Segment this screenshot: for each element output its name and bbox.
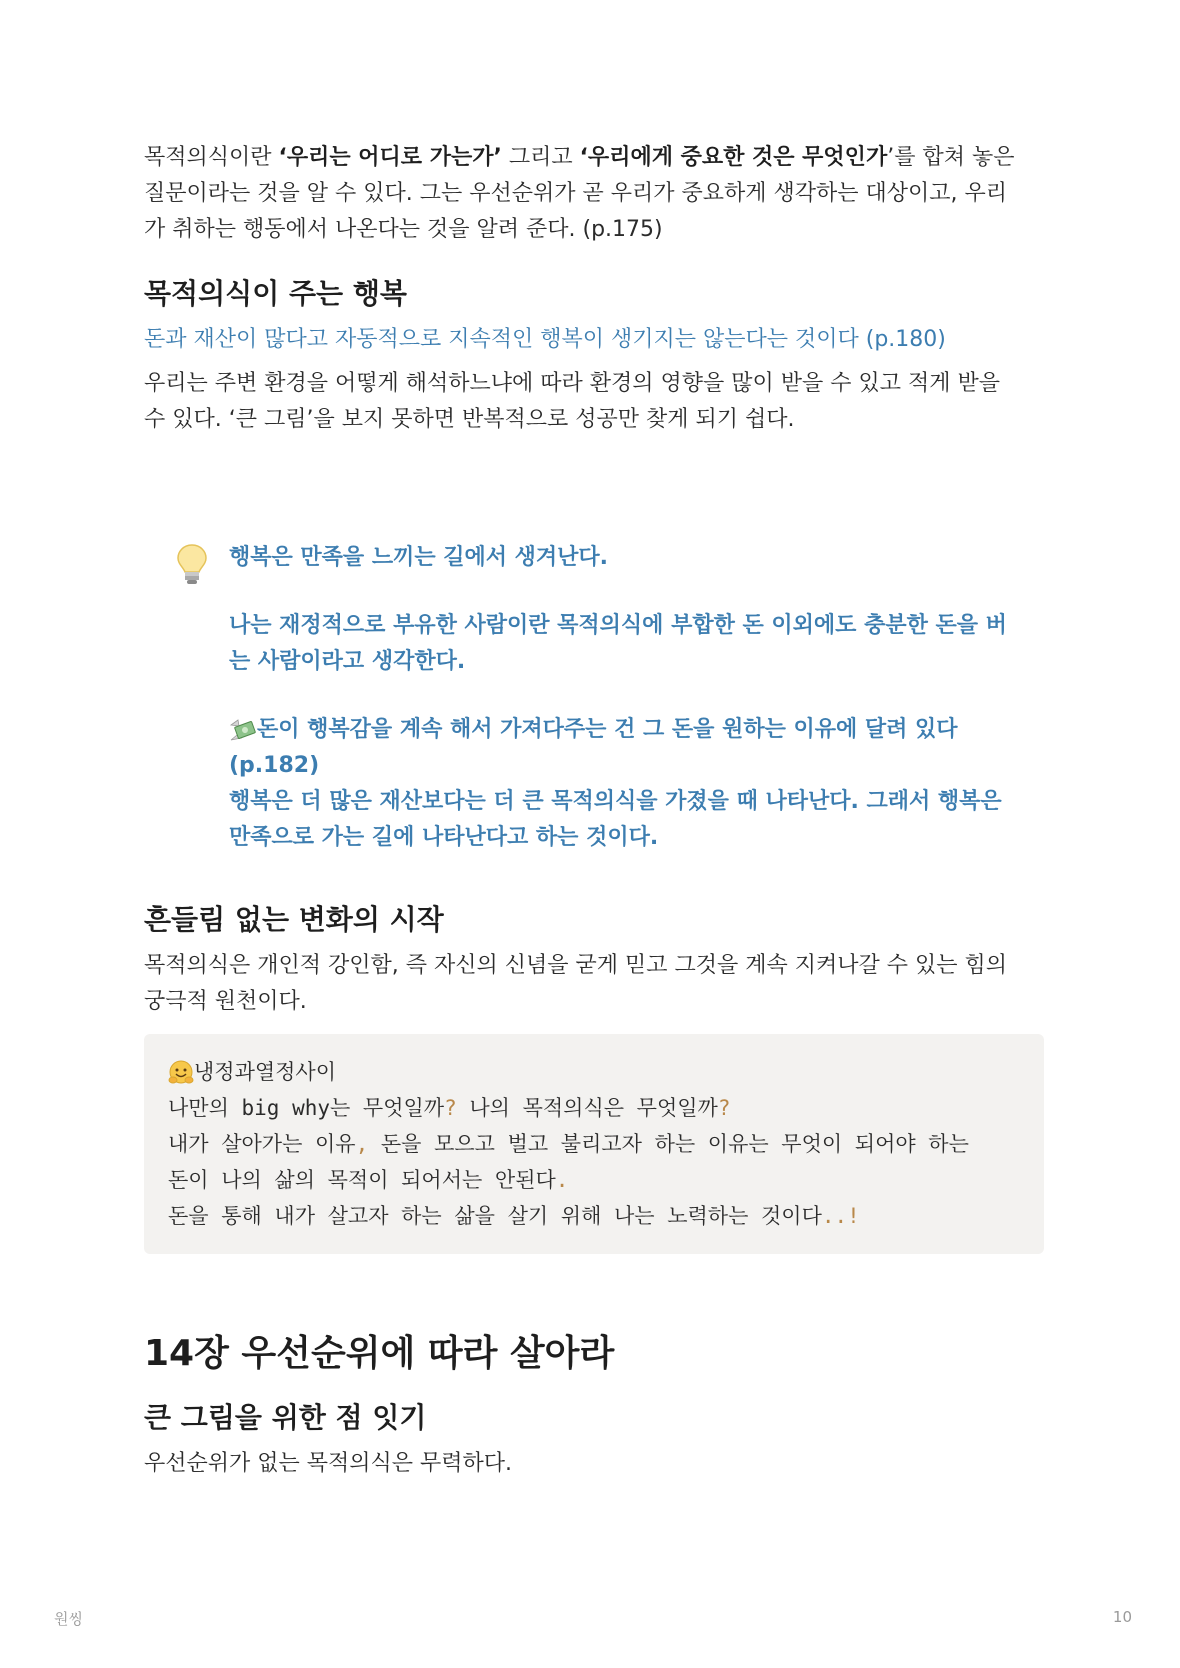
section-heading-happiness: 목적의식이 주는 행복	[144, 277, 407, 310]
intro-bold-2: ‘우리에게 중요한 것은 무엇인가	[579, 145, 888, 170]
intro-bold-1: ‘우리는 어디로 가는가’	[278, 145, 502, 170]
page-content	[144, 140, 1044, 1482]
code-line-3: 내가 살아가는 이유, 돈을 모으고 벌고 불리고자 하는 이유는 무엇이 되어야 하는	[168, 1132, 969, 1156]
hugging-face-icon	[168, 1060, 194, 1086]
money-with-wings-icon	[229, 717, 257, 743]
code-block	[144, 1034, 1044, 1254]
callout-line-3: 돈이 행복감을 계속 해서 가져다주는 건 그 돈을 원하는 이유에 달려 있다 (p.182)	[229, 717, 958, 778]
callout-line-1: 행복은 만족을 느끼는 길에서 생겨난다.	[229, 545, 609, 570]
chapter-heading: 14장 우선순위에 따라 살아라	[144, 1333, 615, 1374]
chapter-body: 우선순위가 없는 목적의식은 무력하다.	[144, 1451, 513, 1476]
highlight-quote: 돈과 재산이 많다고 자동적으로 지속적인 행복이 생기지는 않는다는 것이다 (p.180)	[144, 327, 946, 352]
chapter-subheading: 큰 그림을 위한 점 잇기	[144, 1401, 427, 1434]
section2-body: 목적의식은 개인적 강인함, 즉 자신의 신념을 굳게 믿고 그것을 계속 지켜나갈 수 있는 힘의 궁극적 원천이다.	[144, 953, 1007, 1014]
code-block-title: 냉정과열정사이	[168, 1054, 1044, 1090]
intro-paragraph: 목적의식이란 ‘우리는 어디로 가는가’ 그리고 ‘우리에게 중요한 것은 무엇인가’를 합쳐 놓은 질문이라는 것을 알 수 있다. 그는 우선순위가 곧 우리가 중요하게 생각하는 대상이고, 우리가 취하는 행동에서 나온다는 것을 알려 준다. (p.175)	[144, 145, 1015, 242]
footer-author: 원씽	[54, 1610, 83, 1628]
callout-line-2: 나는 재정적으로 부유한 사람이란 목적의식에 부합한 돈 이외에도 충분한 돈을 버는 사람이라고 생각한다.	[229, 613, 1007, 674]
footer-page-number: 10	[1112, 1608, 1132, 1626]
code-line-2: 나만의 big why는 무엇일까? 나의 목적의식은 무엇일까?	[168, 1096, 731, 1120]
section-heading-change: 흔들림 없는 변화의 시작	[144, 903, 444, 936]
code-line-4: 돈이 나의 삶의 목적이 되어서는 안된다.	[168, 1168, 569, 1192]
section-body: 우리는 주변 환경을 어떻게 해석하느냐에 따라 환경의 영향을 많이 받을 수 있고 적게 받을 수 있다. ‘큰 그림’을 보지 못하면 반복적으로 성공만 찾게 되기 쉽다.	[144, 371, 1000, 432]
lightbulb-icon	[174, 542, 210, 588]
callout-box	[174, 540, 1019, 856]
callout-line-4: 행복은 더 많은 재산보다는 더 큰 목적의식을 가졌을 때 나타난다. 그래서 행복은 만족으로 가는 길에 나타난다고 하는 것이다.	[229, 789, 1002, 850]
code-line-5: 돈을 통해 내가 살고자 하는 삶을 살기 위해 나는 노력하는 것이다..!	[168, 1204, 860, 1228]
